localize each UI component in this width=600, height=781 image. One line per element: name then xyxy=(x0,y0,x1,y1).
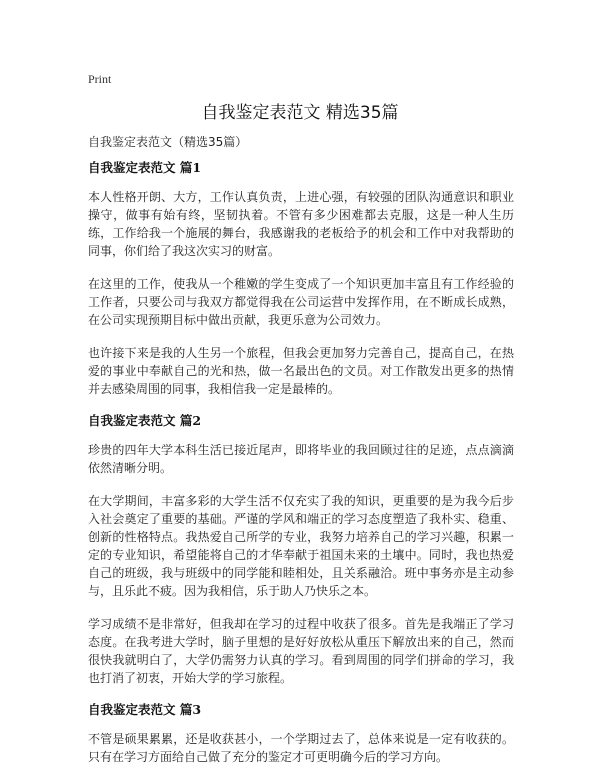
section-heading: 自我鉴定表范文 篇2 xyxy=(88,413,202,428)
paragraph: 不管是硕果累累，还是收获甚小，一个学期过去了，总体来说是一定有收获的。只有在学习方面给自己做了充分的鉴定才可更明确今后的学习方向。 xyxy=(88,732,514,764)
paragraph: 学习成绩不是非常好，但我却在学习的过程中收获了很多。首先是我端正了学习态度。在我考进大学时，脑子里想的是好好放松从重压下解放出来的自己，然而很快我就明白了，大学仍需努力认真的学习。看到周围的同学们拼命的学习，我也打消了初衷，开始大学的学习旅程。 xyxy=(88,617,514,685)
paragraph: 也许接下来是我的人生另一个旅程，但我会更加努力完善自己，提高自己，在热爱的事业中奉献自己的光和热，做一名最出色的文员。对工作散发出更多的热情并去感染周围的同事，我相信我一定是最棒的。 xyxy=(88,346,514,396)
section-3 xyxy=(88,702,514,766)
section-heading: 自我鉴定表范文 篇3 xyxy=(88,702,202,717)
print-label[interactable]: Print xyxy=(88,72,112,86)
paragraph: 在这里的工作，使我从一个稚嫩的学生变成了一个知识更加丰富且有工作经验的工作者，只要公司与我双方都觉得我在公司运营中发挥作用，在不断成长成熟，在公司实现预期目标中做出贡献，我更乐意为公司效力。 xyxy=(88,277,514,327)
paragraph: 本人性格开朗、大方，工作认真负责，上进心强，有较强的团队沟通意识和职业操守，做事有始有终，坚韧执着。不管有多少困难都去克服，这是一种人生历练，工作给我一个施展的舞台，我感谢我的老板给予的机会和工作中对我帮助的同事，你们给了我这次实习的财富。 xyxy=(88,190,514,258)
document-body xyxy=(88,160,514,781)
paragraph: 珍贵的四年大学本科生活已接近尾声，即将毕业的我回顾过往的足迹，点点滴滴依然清晰分明。 xyxy=(88,443,514,475)
section-1 xyxy=(88,160,514,398)
page-title: 自我鉴定表范文 精选35篇 xyxy=(201,103,399,123)
document-subtitle: 自我鉴定表范文（精选35篇） xyxy=(88,135,248,149)
section-2 xyxy=(88,413,514,687)
paragraph: 在大学期间，丰富多彩的大学生活不仅充实了我的知识，更重要的是为我今后步入社会奠定了重要的基础。严谨的学风和端正的学习态度塑造了我朴实、稳重、创新的性格特点。我热爱自己所学的专业，我努力培养自己的学习兴趣，积累一定的专业知识，希望能将自己的才华奉献于祖国未来的土壤中。同时，我也热爱自己的班级，我与班级中的同学能和睦相处，且关系融洽。班中事务亦是主动参与，且乐此不疲。因为我相信，乐于助人乃快乐之本。 xyxy=(88,494,514,598)
section-heading: 自我鉴定表范文 篇1 xyxy=(88,160,202,175)
